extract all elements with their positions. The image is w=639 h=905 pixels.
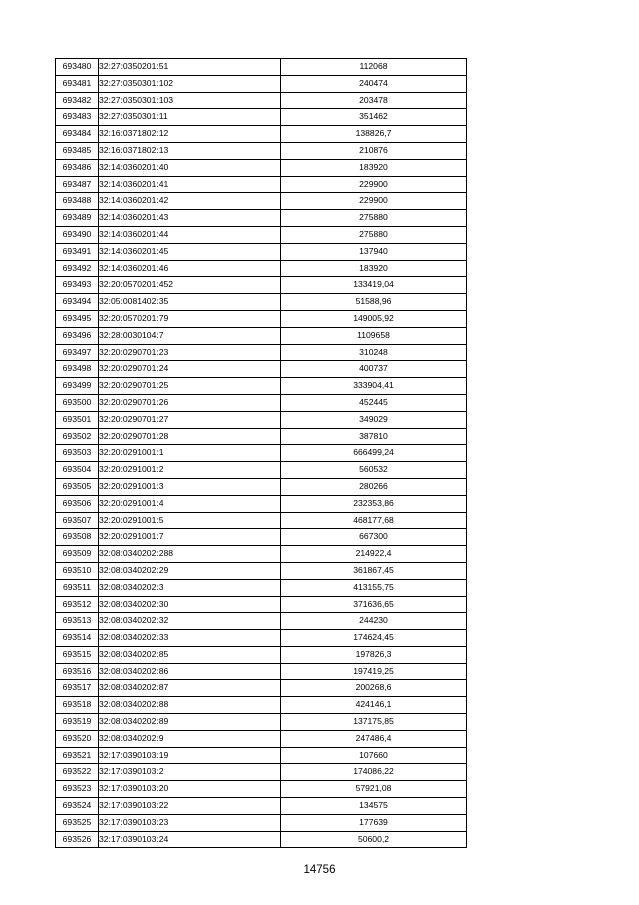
cadastral-value-cell: 133419,04: [281, 277, 467, 294]
cadastral-value-cell: 247486,4: [281, 730, 467, 747]
row-number-cell: 693488: [56, 193, 99, 210]
cadastral-value-cell: 275880: [281, 226, 467, 243]
table-row: [56, 310, 467, 327]
cadastral-number-cell: 32:14:0360201:41: [99, 176, 281, 193]
table-row: [56, 781, 467, 798]
row-number-cell: 693516: [56, 663, 99, 680]
cadastral-number-cell: 32:08:0340202:30: [99, 596, 281, 613]
row-number-cell: 693495: [56, 310, 99, 327]
table-row: [56, 747, 467, 764]
cadastral-value-cell: 1109658: [281, 327, 467, 344]
table-row: [56, 277, 467, 294]
row-number-cell: 693504: [56, 462, 99, 479]
cadastral-number-cell: 32:14:0360201:44: [99, 226, 281, 243]
cadastral-value-cell: 560532: [281, 462, 467, 479]
row-number-cell: 693480: [56, 59, 99, 76]
cadastral-value-cell: 183920: [281, 260, 467, 277]
row-number-cell: 693507: [56, 512, 99, 529]
cadastral-number-cell: 32:08:0340202:3: [99, 579, 281, 596]
cadastral-value-cell: 240474: [281, 75, 467, 92]
cadastral-number-cell: 32:14:0360201:43: [99, 210, 281, 227]
row-number-cell: 693496: [56, 327, 99, 344]
row-number-cell: 693502: [56, 428, 99, 445]
cadastral-number-cell: 32:08:0340202:288: [99, 546, 281, 563]
row-number-cell: 693526: [56, 831, 99, 848]
row-number-cell: 693483: [56, 109, 99, 126]
cadastral-number-cell: 32:08:0340202:85: [99, 646, 281, 663]
cadastral-value-cell: 137940: [281, 243, 467, 260]
cadastral-number-cell: 32:08:0340202:9: [99, 730, 281, 747]
cadastral-number-cell: 32:20:0291001:4: [99, 495, 281, 512]
cadastral-value-cell: 349029: [281, 411, 467, 428]
table-row: [56, 630, 467, 647]
cadastral-number-cell: 32:27:0350301:103: [99, 92, 281, 109]
cadastral-value-cell: 214922,4: [281, 546, 467, 563]
cadastral-number-cell: 32:16:0371802:13: [99, 142, 281, 159]
row-number-cell: 693506: [56, 495, 99, 512]
row-number-cell: 693522: [56, 764, 99, 781]
cadastral-number-cell: 32:08:0340202:88: [99, 697, 281, 714]
table-row: [56, 378, 467, 395]
cadastral-value-cell: 424146,1: [281, 697, 467, 714]
cadastral-value-cell: 229900: [281, 176, 467, 193]
row-number-cell: 693494: [56, 294, 99, 311]
table-row: [56, 663, 467, 680]
table-row: [56, 59, 467, 76]
cadastral-number-cell: 32:20:0290701:25: [99, 378, 281, 395]
cadastral-value-table: [55, 58, 467, 848]
cadastral-value-cell: 387810: [281, 428, 467, 445]
cadastral-value-cell: 134575: [281, 798, 467, 815]
row-number-cell: 693492: [56, 260, 99, 277]
cadastral-number-cell: 32:17:0390103:19: [99, 747, 281, 764]
row-number-cell: 693515: [56, 646, 99, 663]
table-row: [56, 798, 467, 815]
cadastral-number-cell: 32:20:0290701:23: [99, 344, 281, 361]
cadastral-number-cell: 32:08:0340202:89: [99, 714, 281, 731]
row-number-cell: 693487: [56, 176, 99, 193]
table-row: [56, 92, 467, 109]
row-number-cell: 693525: [56, 814, 99, 831]
row-number-cell: 693485: [56, 142, 99, 159]
table-row: [56, 428, 467, 445]
cadastral-value-cell: 174624,45: [281, 630, 467, 647]
table-row: [56, 411, 467, 428]
cadastral-value-cell: 149005,92: [281, 310, 467, 327]
row-number-cell: 693484: [56, 126, 99, 143]
cadastral-value-cell: 280266: [281, 478, 467, 495]
cadastral-value-cell: 138826,7: [281, 126, 467, 143]
cadastral-number-cell: 32:20:0291001:2: [99, 462, 281, 479]
cadastral-value-cell: 137175,85: [281, 714, 467, 731]
cadastral-number-cell: 32:20:0291001:3: [99, 478, 281, 495]
row-number-cell: 693511: [56, 579, 99, 596]
cadastral-number-cell: 32:14:0360201:46: [99, 260, 281, 277]
cadastral-value-cell: 50600,2: [281, 831, 467, 848]
cadastral-number-cell: 32:27:0350301:11: [99, 109, 281, 126]
row-number-cell: 693523: [56, 781, 99, 798]
cadastral-value-cell: 112068: [281, 59, 467, 76]
cadastral-number-cell: 32:17:0390103:20: [99, 781, 281, 798]
table-row: [56, 294, 467, 311]
table-body: [56, 59, 467, 848]
cadastral-number-cell: 32:08:0340202:87: [99, 680, 281, 697]
table-row: [56, 260, 467, 277]
cadastral-value-cell: 203478: [281, 92, 467, 109]
table-row: [56, 478, 467, 495]
row-number-cell: 693509: [56, 546, 99, 563]
cadastral-value-cell: 667300: [281, 529, 467, 546]
table-row: [56, 579, 467, 596]
cadastral-value-cell: 197826,3: [281, 646, 467, 663]
table-row: [56, 680, 467, 697]
table-row: [56, 394, 467, 411]
row-number-cell: 693486: [56, 159, 99, 176]
page-number: 14756: [303, 864, 336, 876]
table-row: [56, 613, 467, 630]
row-number-cell: 693521: [56, 747, 99, 764]
table-row: [56, 764, 467, 781]
row-number-cell: 693493: [56, 277, 99, 294]
cadastral-value-cell: 310248: [281, 344, 467, 361]
row-number-cell: 693482: [56, 92, 99, 109]
cadastral-value-cell: 361867,45: [281, 562, 467, 579]
row-number-cell: 693508: [56, 529, 99, 546]
cadastral-number-cell: 32:27:0350201:51: [99, 59, 281, 76]
row-number-cell: 693520: [56, 730, 99, 747]
cadastral-number-cell: 32:08:0340202:86: [99, 663, 281, 680]
cadastral-value-cell: 51588,96: [281, 294, 467, 311]
cadastral-number-cell: 32:20:0291001:5: [99, 512, 281, 529]
table-row: [56, 646, 467, 663]
cadastral-value-cell: 333904,41: [281, 378, 467, 395]
cadastral-value-cell: 371636,65: [281, 596, 467, 613]
cadastral-value-cell: 57921,08: [281, 781, 467, 798]
cadastral-number-cell: 32:17:0390103:23: [99, 814, 281, 831]
cadastral-number-cell: 32:17:0390103:2: [99, 764, 281, 781]
cadastral-value-cell: 244230: [281, 613, 467, 630]
cadastral-value-cell: 232353,86: [281, 495, 467, 512]
cadastral-number-cell: 32:17:0390103:24: [99, 831, 281, 848]
cadastral-number-cell: 32:20:0290701:24: [99, 361, 281, 378]
cadastral-number-cell: 32:17:0390103:22: [99, 798, 281, 815]
cadastral-value-cell: 400737: [281, 361, 467, 378]
cadastral-value-cell: 200268,6: [281, 680, 467, 697]
cadastral-number-cell: 32:14:0360201:40: [99, 159, 281, 176]
row-number-cell: 693498: [56, 361, 99, 378]
cadastral-number-cell: 32:28:0030104:7: [99, 327, 281, 344]
cadastral-value-cell: 107660: [281, 747, 467, 764]
table-row: [56, 126, 467, 143]
cadastral-value-cell: 413155,75: [281, 579, 467, 596]
cadastral-value-cell: 468177,68: [281, 512, 467, 529]
table-row: [56, 344, 467, 361]
row-number-cell: 693503: [56, 445, 99, 462]
table-row: [56, 529, 467, 546]
row-number-cell: 693510: [56, 562, 99, 579]
cadastral-value-cell: 197419,25: [281, 663, 467, 680]
row-number-cell: 693519: [56, 714, 99, 731]
table-row: [56, 75, 467, 92]
table-row: [56, 361, 467, 378]
table-row: [56, 462, 467, 479]
table-row: [56, 512, 467, 529]
table-row: [56, 142, 467, 159]
table-row: [56, 193, 467, 210]
row-number-cell: 693524: [56, 798, 99, 815]
table-row: [56, 226, 467, 243]
cadastral-number-cell: 32:14:0360201:45: [99, 243, 281, 260]
table-row: [56, 210, 467, 227]
table-row: [56, 814, 467, 831]
cadastral-value-cell: 452445: [281, 394, 467, 411]
cadastral-number-cell: 32:27:0350301:102: [99, 75, 281, 92]
row-number-cell: 693517: [56, 680, 99, 697]
table-row: [56, 243, 467, 260]
table-row: [56, 176, 467, 193]
cadastral-number-cell: 32:20:0290701:26: [99, 394, 281, 411]
cadastral-number-cell: 32:08:0340202:32: [99, 613, 281, 630]
cadastral-value-cell: 275880: [281, 210, 467, 227]
cadastral-number-cell: 32:20:0570201:79: [99, 310, 281, 327]
cadastral-value-cell: 229900: [281, 193, 467, 210]
cadastral-number-cell: 32:05:0081402:35: [99, 294, 281, 311]
table-row: [56, 562, 467, 579]
cadastral-value-cell: 351462: [281, 109, 467, 126]
cadastral-value-cell: 174086,22: [281, 764, 467, 781]
row-number-cell: 693505: [56, 478, 99, 495]
cadastral-number-cell: 32:16:0371802:12: [99, 126, 281, 143]
table-row: [56, 546, 467, 563]
row-number-cell: 693514: [56, 630, 99, 647]
cadastral-number-cell: 32:14:0360201:42: [99, 193, 281, 210]
row-number-cell: 693497: [56, 344, 99, 361]
row-number-cell: 693501: [56, 411, 99, 428]
cadastral-value-cell: 210876: [281, 142, 467, 159]
row-number-cell: 693500: [56, 394, 99, 411]
row-number-cell: 693512: [56, 596, 99, 613]
table-row: [56, 730, 467, 747]
cadastral-number-cell: 32:08:0340202:29: [99, 562, 281, 579]
row-number-cell: 693481: [56, 75, 99, 92]
cadastral-number-cell: 32:08:0340202:33: [99, 630, 281, 647]
table-row: [56, 831, 467, 848]
table-row: [56, 109, 467, 126]
table-row: [56, 596, 467, 613]
table-row: [56, 495, 467, 512]
row-number-cell: 693491: [56, 243, 99, 260]
cadastral-number-cell: 32:20:0570201:452: [99, 277, 281, 294]
cadastral-number-cell: 32:20:0290701:27: [99, 411, 281, 428]
row-number-cell: 693518: [56, 697, 99, 714]
cadastral-number-cell: 32:20:0291001:7: [99, 529, 281, 546]
cadastral-number-cell: 32:20:0291001:1: [99, 445, 281, 462]
table-row: [56, 714, 467, 731]
table-row: [56, 445, 467, 462]
table-row: [56, 327, 467, 344]
cadastral-value-cell: 666499,24: [281, 445, 467, 462]
cadastral-value-cell: 183920: [281, 159, 467, 176]
cadastral-number-cell: 32:20:0290701:28: [99, 428, 281, 445]
row-number-cell: 693490: [56, 226, 99, 243]
row-number-cell: 693499: [56, 378, 99, 395]
row-number-cell: 693513: [56, 613, 99, 630]
table-row: [56, 159, 467, 176]
row-number-cell: 693489: [56, 210, 99, 227]
table-row: [56, 697, 467, 714]
cadastral-value-cell: 177639: [281, 814, 467, 831]
